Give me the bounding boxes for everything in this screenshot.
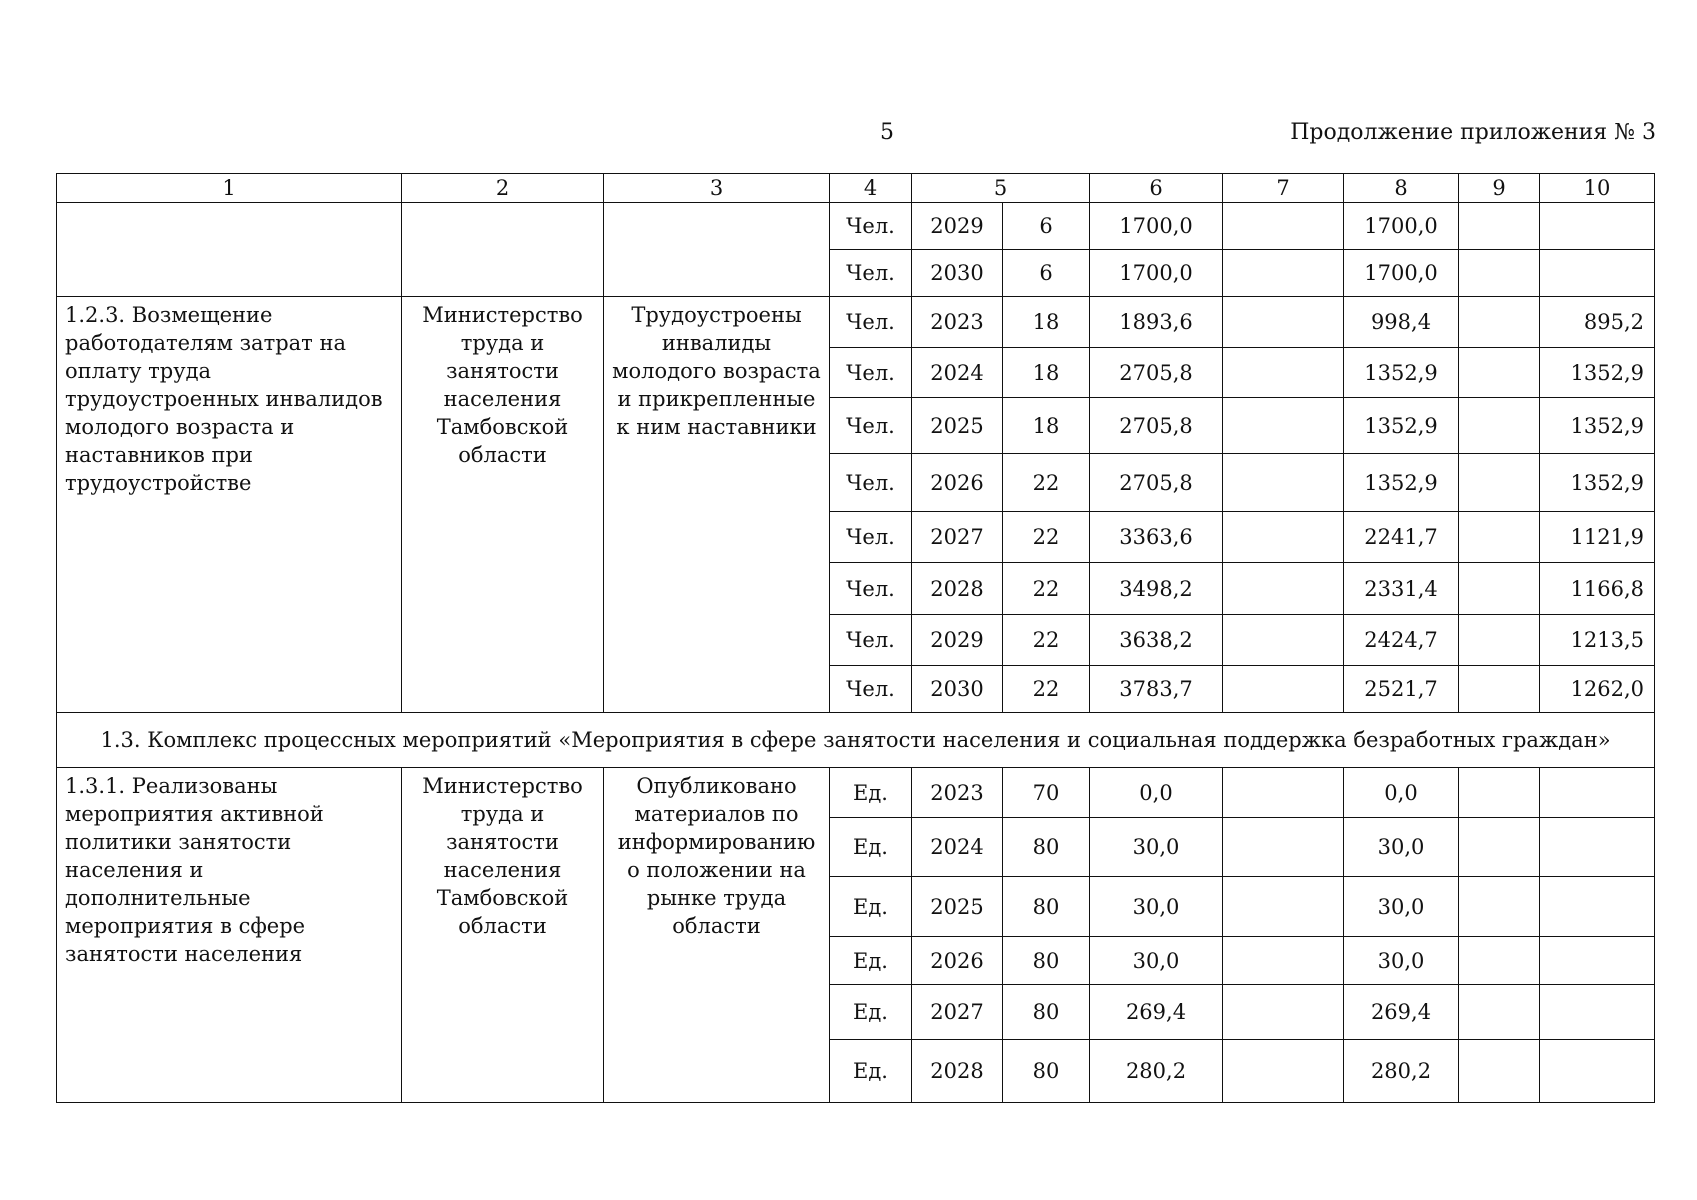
total-cell: 1700,0	[1090, 203, 1223, 250]
cell-col8: 30,0	[1344, 818, 1459, 877]
cell-col8: 1700,0	[1344, 203, 1459, 250]
total-cell: 3638,2	[1090, 615, 1223, 666]
unit-cell: Чел.	[830, 348, 912, 398]
continuation-result-cell	[604, 203, 830, 297]
responsible-cell: Министерство труда и занятости населения Тамбовской области	[402, 768, 604, 1103]
cell-col8: 998,4	[1344, 297, 1459, 348]
column-header: 10	[1540, 174, 1655, 203]
unit-cell: Ед.	[830, 768, 912, 818]
year-cell: 2024	[912, 818, 1003, 877]
column-header: 3	[604, 174, 830, 203]
cell-col10	[1540, 203, 1655, 250]
value-cell: 18	[1003, 398, 1090, 454]
total-cell: 1893,6	[1090, 297, 1223, 348]
cell-col8: 1352,9	[1344, 398, 1459, 454]
total-cell: 280,2	[1090, 1040, 1223, 1103]
column-header: 9	[1459, 174, 1540, 203]
total-cell: 0,0	[1090, 768, 1223, 818]
total-cell: 30,0	[1090, 937, 1223, 985]
column-header: 5	[912, 174, 1090, 203]
cell-col8: 280,2	[1344, 1040, 1459, 1103]
column-header: 4	[830, 174, 912, 203]
total-cell: 2705,8	[1090, 348, 1223, 398]
value-cell: 80	[1003, 985, 1090, 1040]
year-cell: 2030	[912, 666, 1003, 713]
cell-col7	[1223, 297, 1344, 348]
year-cell: 2023	[912, 768, 1003, 818]
year-cell: 2030	[912, 250, 1003, 297]
cell-col10: 1352,9	[1540, 398, 1655, 454]
year-cell: 2025	[912, 398, 1003, 454]
total-cell: 30,0	[1090, 818, 1223, 877]
cell-col10: 1213,5	[1540, 615, 1655, 666]
year-cell: 2029	[912, 615, 1003, 666]
value-cell: 80	[1003, 937, 1090, 985]
section-title: 1.3. Комплекс процессных мероприятий «Мероприятия в сфере занятости населения и социальная поддержка безработных граждан»	[57, 713, 1655, 768]
value-cell: 6	[1003, 203, 1090, 250]
unit-cell: Чел.	[830, 666, 912, 713]
cell-col10: 895,2	[1540, 297, 1655, 348]
unit-cell: Ед.	[830, 985, 912, 1040]
cell-col7	[1223, 877, 1344, 937]
cell-col10	[1540, 877, 1655, 937]
cell-col9	[1459, 512, 1540, 563]
unit-cell: Чел.	[830, 454, 912, 512]
cell-col7	[1223, 398, 1344, 454]
cell-col7	[1223, 348, 1344, 398]
value-cell: 80	[1003, 818, 1090, 877]
unit-cell: Чел.	[830, 203, 912, 250]
unit-cell: Ед.	[830, 937, 912, 985]
cell-col9	[1459, 818, 1540, 877]
column-header: 7	[1223, 174, 1344, 203]
cell-col7	[1223, 818, 1344, 877]
cell-col9	[1459, 250, 1540, 297]
column-header: 1	[57, 174, 402, 203]
cell-col7	[1223, 203, 1344, 250]
unit-cell: Чел.	[830, 250, 912, 297]
cell-col10: 1262,0	[1540, 666, 1655, 713]
value-cell: 18	[1003, 348, 1090, 398]
year-cell: 2026	[912, 454, 1003, 512]
result-cell: Трудоустроены инвалиды молодого возраста и прикрепленные к ним наставники	[604, 297, 830, 713]
cell-col7	[1223, 250, 1344, 297]
cell-col10: 1121,9	[1540, 512, 1655, 563]
column-header: 6	[1090, 174, 1223, 203]
cell-col8: 0,0	[1344, 768, 1459, 818]
value-cell: 18	[1003, 297, 1090, 348]
continuation-name-cell	[57, 203, 402, 297]
cell-col8: 1352,9	[1344, 348, 1459, 398]
cell-col7	[1223, 563, 1344, 615]
unit-cell: Чел.	[830, 297, 912, 348]
value-cell: 22	[1003, 666, 1090, 713]
year-cell: 2028	[912, 563, 1003, 615]
result-cell: Опубликовано материалов по информированию о положении на рынке труда области	[604, 768, 830, 1103]
table-row	[57, 203, 1655, 250]
column-header: 8	[1344, 174, 1459, 203]
cell-col8: 30,0	[1344, 937, 1459, 985]
year-cell: 2027	[912, 985, 1003, 1040]
cell-col10	[1540, 250, 1655, 297]
cell-col9	[1459, 877, 1540, 937]
total-cell: 2705,8	[1090, 454, 1223, 512]
cell-col8: 1352,9	[1344, 454, 1459, 512]
year-cell: 2026	[912, 937, 1003, 985]
total-cell: 30,0	[1090, 877, 1223, 937]
unit-cell: Ед.	[830, 1040, 912, 1103]
cell-col9	[1459, 1040, 1540, 1103]
year-cell: 2028	[912, 1040, 1003, 1103]
cell-col7	[1223, 454, 1344, 512]
cell-col7	[1223, 615, 1344, 666]
cell-col10	[1540, 768, 1655, 818]
cell-col9	[1459, 563, 1540, 615]
cell-col10	[1540, 937, 1655, 985]
year-cell: 2027	[912, 512, 1003, 563]
cell-col9	[1459, 985, 1540, 1040]
cell-col8: 2521,7	[1344, 666, 1459, 713]
value-cell: 22	[1003, 563, 1090, 615]
value-cell: 22	[1003, 615, 1090, 666]
year-cell: 2024	[912, 348, 1003, 398]
unit-cell: Ед.	[830, 877, 912, 937]
responsible-cell: Министерство труда и занятости населения Тамбовской области	[402, 297, 604, 713]
unit-cell: Чел.	[830, 512, 912, 563]
activity-name-cell: 1.2.3. Возмещение работодателям затрат на оплату труда трудоустроенных инвалидов молодого возраста и наставников при трудоустройстве	[57, 297, 402, 713]
column-number-row	[57, 174, 1655, 203]
value-cell: 70	[1003, 768, 1090, 818]
cell-col9	[1459, 297, 1540, 348]
page-number: 5	[880, 120, 894, 145]
total-cell: 3363,6	[1090, 512, 1223, 563]
continuation-responsible-cell	[402, 203, 604, 297]
cell-col7	[1223, 666, 1344, 713]
table-row	[57, 297, 1655, 348]
appendix-table	[56, 173, 1655, 1103]
cell-col9	[1459, 666, 1540, 713]
total-cell: 1700,0	[1090, 250, 1223, 297]
unit-cell: Чел.	[830, 615, 912, 666]
cell-col10	[1540, 818, 1655, 877]
cell-col10: 1166,8	[1540, 563, 1655, 615]
cell-col9	[1459, 398, 1540, 454]
cell-col7	[1223, 1040, 1344, 1103]
column-header: 2	[402, 174, 604, 203]
cell-col7	[1223, 512, 1344, 563]
total-cell: 3498,2	[1090, 563, 1223, 615]
cell-col10: 1352,9	[1540, 454, 1655, 512]
cell-col9	[1459, 203, 1540, 250]
cell-col8: 30,0	[1344, 877, 1459, 937]
value-cell: 80	[1003, 877, 1090, 937]
cell-col9	[1459, 615, 1540, 666]
cell-col7	[1223, 985, 1344, 1040]
cell-col10	[1540, 1040, 1655, 1103]
value-cell: 6	[1003, 250, 1090, 297]
unit-cell: Чел.	[830, 398, 912, 454]
value-cell: 22	[1003, 454, 1090, 512]
cell-col9	[1459, 937, 1540, 985]
section-header-row	[57, 713, 1655, 768]
total-cell: 269,4	[1090, 985, 1223, 1040]
cell-col8: 269,4	[1344, 985, 1459, 1040]
unit-cell: Ед.	[830, 818, 912, 877]
cell-col8: 2424,7	[1344, 615, 1459, 666]
cell-col10	[1540, 985, 1655, 1040]
cell-col8: 2331,4	[1344, 563, 1459, 615]
cell-col9	[1459, 348, 1540, 398]
cell-col10: 1352,9	[1540, 348, 1655, 398]
cell-col9	[1459, 768, 1540, 818]
total-cell: 3783,7	[1090, 666, 1223, 713]
unit-cell: Чел.	[830, 563, 912, 615]
table-row	[57, 768, 1655, 818]
cell-col7	[1223, 937, 1344, 985]
cell-col7	[1223, 768, 1344, 818]
year-cell: 2029	[912, 203, 1003, 250]
year-cell: 2023	[912, 297, 1003, 348]
cell-col8: 1700,0	[1344, 250, 1459, 297]
total-cell: 2705,8	[1090, 398, 1223, 454]
appendix-continuation-header: Продолжение приложения № 3	[1290, 120, 1656, 145]
activity-name-cell: 1.3.1. Реализованы мероприятия активной политики занятости населения и дополнительные мероприятия в сфере занятости населения	[57, 768, 402, 1103]
year-cell: 2025	[912, 877, 1003, 937]
cell-col9	[1459, 454, 1540, 512]
value-cell: 80	[1003, 1040, 1090, 1103]
cell-col8: 2241,7	[1344, 512, 1459, 563]
value-cell: 22	[1003, 512, 1090, 563]
